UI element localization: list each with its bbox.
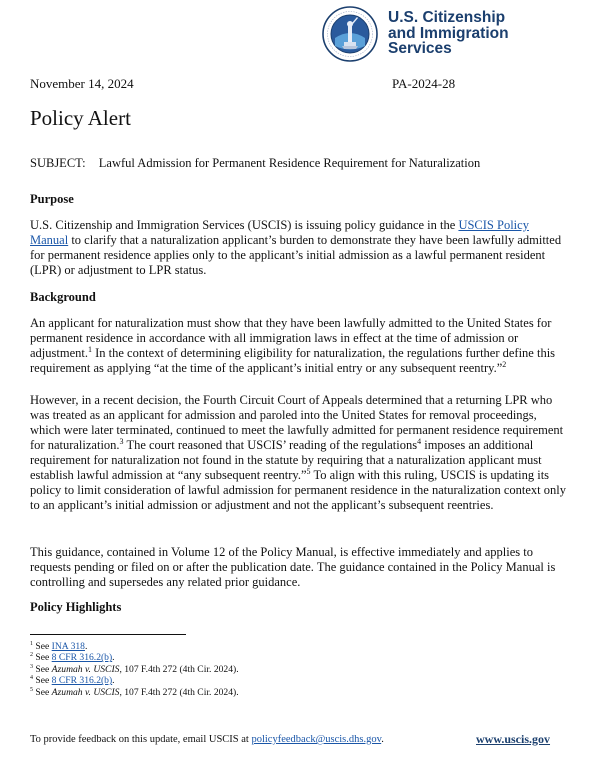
publication-date: November 14, 2024 [30, 76, 134, 91]
purpose-heading: Purpose [30, 192, 74, 206]
agency-name-line-3: Services [388, 40, 452, 57]
footnote-ref-4: 4 [417, 436, 422, 446]
background-paragraph-2 [30, 393, 570, 513]
footnotes [30, 641, 239, 698]
footnote-ref-2: 2 [502, 359, 507, 369]
purpose-text-end: to clarify that a naturalization applicant’s burden to demonstrate they have been lawfully admitted for permanent residence applies only to the applicant’s initial admission as a lawful permanent resident (LPR) or adjustment to LPR status. [30, 233, 562, 277]
website-link[interactable]: www.uscis.gov [476, 732, 551, 746]
footnote-1: $^1$ See INA 318. [30, 640, 88, 652]
policy-manual-link-part-2: Manual [30, 233, 69, 247]
background-paragraph-1 [30, 316, 570, 376]
page-title: Policy Alert [30, 106, 131, 130]
footnote-5: $^5$ See Azumah v. USCIS, 107 F.4th 272 (4th Cir. 2024). [30, 686, 239, 698]
subject-line [30, 156, 480, 171]
agency-name-line-2: and Immigration [388, 24, 509, 42]
feedback-text: To provide feedback on this update, email USCIS at [30, 734, 252, 745]
agency-name-line-1: U.S. Citizenship [388, 9, 506, 26]
background-paragraph-3: This guidance, contained in Volume 12 of the Policy Manual, is effective immediately and applies to requests pending or filed on or after the publication date. The guidance contained in the Policy Manual is controlling and supersedes any related prior guidance. [30, 545, 556, 589]
footnote-4: $^4$ See 8 CFR 316.2(b). [30, 675, 115, 687]
bg-p2-text-a: However, in a recent decision, the Fourth Circuit Court of Appeals determined that a returning LPR who was treated as an applicant for admission and paroled into the United States for removal proceedings, which were later terminated, continued to meet the lawfully admitted for permanent residence requirement for naturalization. [30, 393, 564, 452]
footnote-ref-1: 1 [87, 344, 92, 354]
agency-header [322, 6, 592, 62]
subject-text: Lawful Admission for Permanent Residence Requirement for Naturalization [98, 156, 481, 170]
bg-p2-text-b: The court reasoned that USCIS’ reading of the regulations [123, 438, 418, 452]
purpose-text-start: U.S. Citizenship and Immigration Services (USCIS) is issuing policy guidance in the [30, 218, 459, 232]
footnote-5-case: Azumah v. USCIS [51, 686, 120, 698]
bg-p1-text-a: An applicant for naturalization must show that they have been lawfully admitted to the United States for permanent residence in accordance with all immigration laws in effect at the time of admission or adjustment. [30, 316, 552, 360]
background-heading: Background [30, 290, 96, 304]
purpose-paragraph [30, 218, 570, 278]
footnote-2: $^2$ See 8 CFR 316.2(b). [30, 652, 115, 664]
subject-label: SUBJECT: [30, 156, 86, 170]
document-number: PA-2024-28 [392, 76, 456, 91]
footnote-1-link[interactable]: INA 318 [51, 641, 85, 652]
footnote-3: $^3$ See Azumah v. USCIS, 107 F.4th 272 (4th Cir. 2024). [30, 663, 239, 675]
footnote-3-case: Azumah v. USCIS [51, 663, 120, 675]
feedback-email-link[interactable]: policyfeedback@uscis.dhs.gov [251, 734, 382, 745]
bg-p2-text-d: To align with this ruling, USCIS is updating its policy to limit consideration of lawful admission for permanent residence in the naturalization context only to an applicant’s initial admission or adjustment and not the applicant’s subsequent reentries. [30, 468, 566, 512]
feedback-line: To provide feedback on this update, email USCIS at policyfeedback@uscis.dhs.gov. [30, 734, 384, 745]
bg-p1-text-b: In the context of determining eligibility for naturalization, the regulations further define this requirement as applying “at the time of the applicant’s initial entry or any subsequent reentry.” [30, 346, 556, 375]
footnote-4-link[interactable]: 8 CFR 316.2(b) [51, 675, 113, 687]
footnote-ref-5: 5 [306, 466, 311, 476]
footnote-divider [30, 634, 186, 635]
footnote-ref-3: 3 [119, 436, 124, 446]
policy-manual-link-part-1: USCIS Policy [458, 218, 529, 232]
agency-name [388, 10, 509, 57]
footnote-2-link[interactable]: 8 CFR 316.2(b) [51, 652, 113, 664]
policy-highlights-heading: Policy Highlights [30, 600, 122, 614]
uscis-seal-icon [322, 6, 378, 62]
bg-p2-text-c: imposes an additional requirement for naturalization not found in the statute by requiring that a naturalization applicant must establish lawful admission at “any subsequent reentry.” [30, 438, 542, 482]
